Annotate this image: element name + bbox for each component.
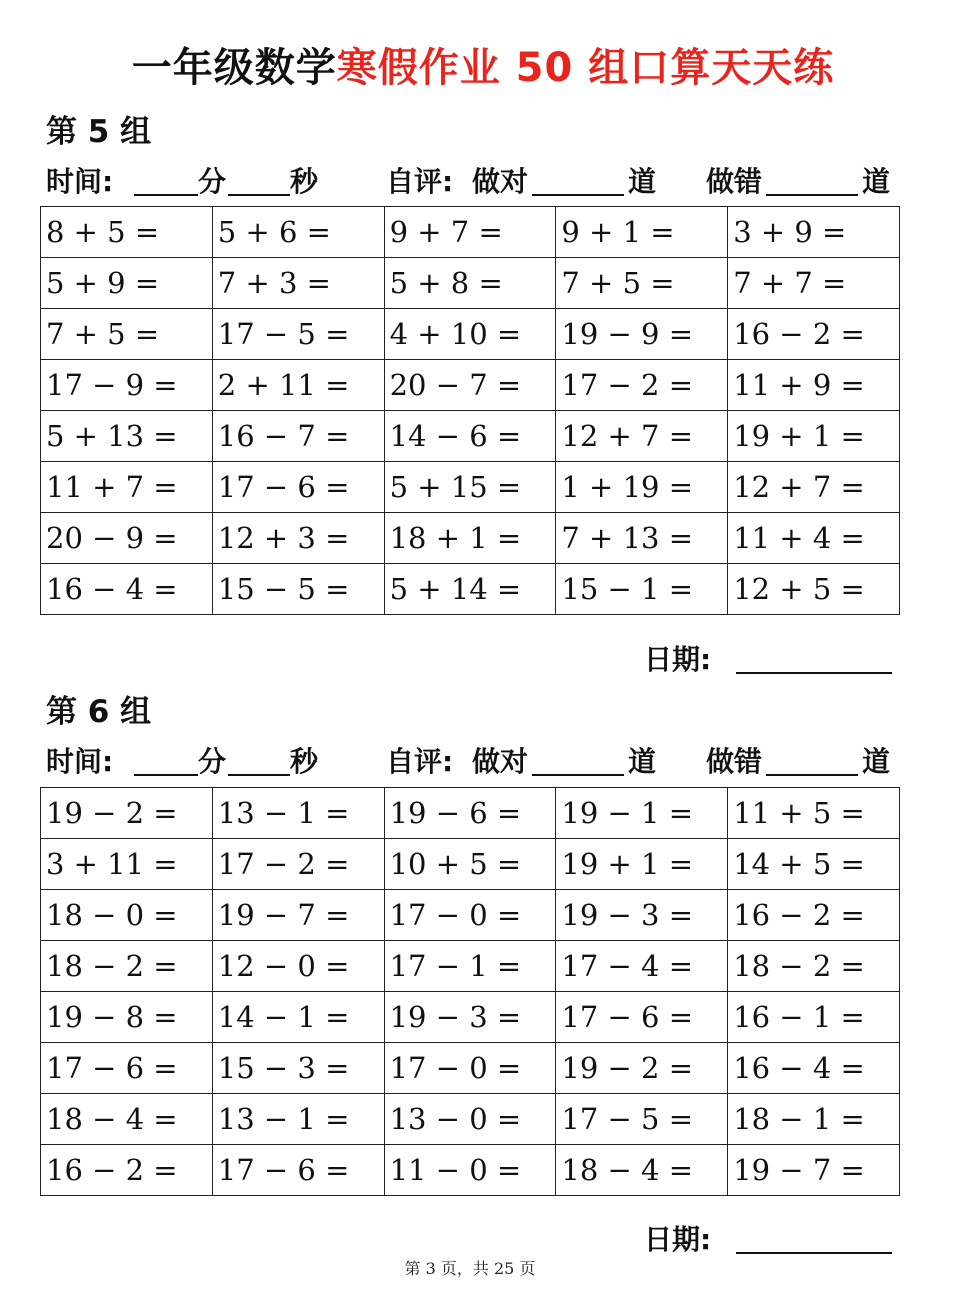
problem-cell: 14 − 1 =	[212, 992, 384, 1043]
table-row	[41, 564, 900, 615]
problem-cell: 17 − 2 =	[556, 360, 728, 411]
correct-count-blank[interactable]	[532, 194, 624, 196]
table-row	[41, 207, 900, 258]
table-row	[41, 1145, 900, 1196]
worksheet-title	[0, 36, 966, 93]
problem-cell: 17 − 6 =	[212, 1145, 384, 1196]
problem-cell: 15 − 1 =	[556, 564, 728, 615]
problem-cell: 20 − 9 =	[41, 513, 213, 564]
problem-cell: 8 + 5 =	[41, 207, 213, 258]
correct-label: 做对	[472, 165, 529, 198]
correct-label: 做对	[472, 745, 529, 778]
problem-cell: 17 − 0 =	[384, 1043, 556, 1094]
seconds-blank[interactable]	[228, 194, 290, 196]
problem-cell: 15 − 5 =	[212, 564, 384, 615]
problem-cell: 16 − 7 =	[212, 411, 384, 462]
problem-cell: 5 + 9 =	[41, 258, 213, 309]
problem-cell: 7 + 5 =	[41, 309, 213, 360]
dao-label: 道	[628, 745, 657, 778]
correct-count-blank[interactable]	[532, 774, 624, 776]
title-black-part: 一年级数学	[131, 45, 337, 91]
table-row	[41, 992, 900, 1043]
problem-cell: 19 + 1 =	[556, 839, 728, 890]
problem-cell: 19 − 3 =	[384, 992, 556, 1043]
minute-label: 分	[198, 745, 227, 778]
dao-label: 道	[862, 745, 891, 778]
problem-cell: 16 − 4 =	[728, 1043, 900, 1094]
problem-cell: 13 − 1 =	[212, 1094, 384, 1145]
problem-cell: 4 + 10 =	[384, 309, 556, 360]
seconds-blank[interactable]	[228, 774, 290, 776]
table-row	[41, 360, 900, 411]
date-field	[644, 638, 894, 678]
problem-cell: 7 + 7 =	[728, 258, 900, 309]
problem-cell: 17 − 2 =	[212, 839, 384, 890]
problem-cell: 19 − 2 =	[556, 1043, 728, 1094]
problem-cell: 16 − 1 =	[728, 992, 900, 1043]
table-row	[41, 258, 900, 309]
time-label: 时间:	[46, 745, 114, 778]
problem-cell: 1 + 19 =	[556, 462, 728, 513]
problem-cell: 11 + 5 =	[728, 788, 900, 839]
problem-cell: 14 − 6 =	[384, 411, 556, 462]
problem-cell: 18 − 0 =	[41, 890, 213, 941]
table-row	[41, 513, 900, 564]
problem-cell: 12 + 3 =	[212, 513, 384, 564]
self-eval-label: 自评:	[386, 745, 454, 778]
problem-cell: 18 − 1 =	[728, 1094, 900, 1145]
problem-cell: 17 − 5 =	[556, 1094, 728, 1145]
wrong-count-blank[interactable]	[766, 774, 858, 776]
problem-cell: 18 − 2 =	[41, 941, 213, 992]
problem-cell: 13 − 1 =	[212, 788, 384, 839]
problem-cell: 19 − 8 =	[41, 992, 213, 1043]
problem-cell: 9 + 7 =	[384, 207, 556, 258]
problem-cell: 16 − 2 =	[728, 309, 900, 360]
problem-grid	[40, 206, 900, 615]
problem-cell: 7 + 3 =	[212, 258, 384, 309]
time-label: 时间:	[46, 165, 114, 198]
problem-cell: 19 − 3 =	[556, 890, 728, 941]
problem-cell: 7 + 13 =	[556, 513, 728, 564]
problem-cell: 3 + 9 =	[728, 207, 900, 258]
table-row	[41, 462, 900, 513]
problem-cell: 14 + 5 =	[728, 839, 900, 890]
table-row	[41, 411, 900, 462]
problem-cell: 11 − 0 =	[384, 1145, 556, 1196]
problem-cell: 19 − 7 =	[728, 1145, 900, 1196]
problem-cell: 17 − 9 =	[41, 360, 213, 411]
title-red-part: 寒假作业 50 组口算天天练	[336, 45, 835, 91]
problem-cell: 15 − 3 =	[212, 1043, 384, 1094]
problem-cell: 19 − 9 =	[556, 309, 728, 360]
problem-cell: 3 + 11 =	[41, 839, 213, 890]
problem-cell: 16 − 2 =	[41, 1145, 213, 1196]
problem-grid	[40, 787, 900, 1196]
problem-cell: 12 + 7 =	[728, 462, 900, 513]
minute-label: 分	[198, 165, 227, 198]
problem-cell: 19 + 1 =	[728, 411, 900, 462]
group-info-line	[46, 160, 896, 200]
date-label: 日期:	[644, 643, 712, 676]
table-row	[41, 788, 900, 839]
problem-cell: 12 + 5 =	[728, 564, 900, 615]
problem-cell: 5 + 15 =	[384, 462, 556, 513]
wrong-label: 做错	[706, 745, 763, 778]
problem-cell: 5 + 13 =	[41, 411, 213, 462]
problem-cell: 2 + 11 =	[212, 360, 384, 411]
problem-cell: 16 − 4 =	[41, 564, 213, 615]
problem-cell: 18 + 1 =	[384, 513, 556, 564]
date-blank[interactable]	[736, 672, 892, 674]
problem-cell: 11 + 7 =	[41, 462, 213, 513]
problem-cell: 19 − 7 =	[212, 890, 384, 941]
date-field	[644, 1218, 894, 1258]
group-heading: 第 6 组	[46, 694, 152, 730]
table-row	[41, 839, 900, 890]
second-label: 秒	[290, 165, 319, 198]
problem-cell: 17 − 6 =	[41, 1043, 213, 1094]
problem-cell: 11 + 9 =	[728, 360, 900, 411]
problem-cell: 19 − 6 =	[384, 788, 556, 839]
page-footer: 第 3 页，共 25 页	[404, 1259, 536, 1278]
problem-cell: 9 + 1 =	[556, 207, 728, 258]
problem-cell: 20 − 7 =	[384, 360, 556, 411]
problem-cell: 5 + 8 =	[384, 258, 556, 309]
problem-cell: 16 − 2 =	[728, 890, 900, 941]
date-blank[interactable]	[736, 1252, 892, 1254]
problem-cell: 18 − 4 =	[556, 1145, 728, 1196]
date-label: 日期:	[644, 1223, 712, 1256]
dao-label: 道	[628, 165, 657, 198]
problem-cell: 17 − 4 =	[556, 941, 728, 992]
table-row	[41, 1043, 900, 1094]
problem-cell: 10 + 5 =	[384, 839, 556, 890]
problem-cell: 18 − 4 =	[41, 1094, 213, 1145]
problem-cell: 18 − 2 =	[728, 941, 900, 992]
problem-cell: 5 + 14 =	[384, 564, 556, 615]
problem-cell: 5 + 6 =	[212, 207, 384, 258]
group-info-line	[46, 740, 896, 780]
problem-cell: 7 + 5 =	[556, 258, 728, 309]
problem-cell: 11 + 4 =	[728, 513, 900, 564]
wrong-label: 做错	[706, 165, 763, 198]
problem-cell: 19 − 1 =	[556, 788, 728, 839]
problem-cell: 13 − 0 =	[384, 1094, 556, 1145]
group-heading: 第 5 组	[46, 114, 152, 150]
second-label: 秒	[290, 745, 319, 778]
minutes-blank[interactable]	[134, 774, 198, 776]
problem-cell: 19 − 2 =	[41, 788, 213, 839]
minutes-blank[interactable]	[134, 194, 198, 196]
self-eval-label: 自评:	[386, 165, 454, 198]
problem-cell: 17 − 6 =	[556, 992, 728, 1043]
problem-cell: 17 − 6 =	[212, 462, 384, 513]
table-row	[41, 1094, 900, 1145]
problem-cell: 17 − 1 =	[384, 941, 556, 992]
problem-cell: 17 − 5 =	[212, 309, 384, 360]
table-row	[41, 890, 900, 941]
table-row	[41, 309, 900, 360]
problem-cell: 17 − 0 =	[384, 890, 556, 941]
wrong-count-blank[interactable]	[766, 194, 858, 196]
table-row	[41, 941, 900, 992]
dao-label: 道	[862, 165, 891, 198]
problem-cell: 12 + 7 =	[556, 411, 728, 462]
problem-cell: 12 − 0 =	[212, 941, 384, 992]
